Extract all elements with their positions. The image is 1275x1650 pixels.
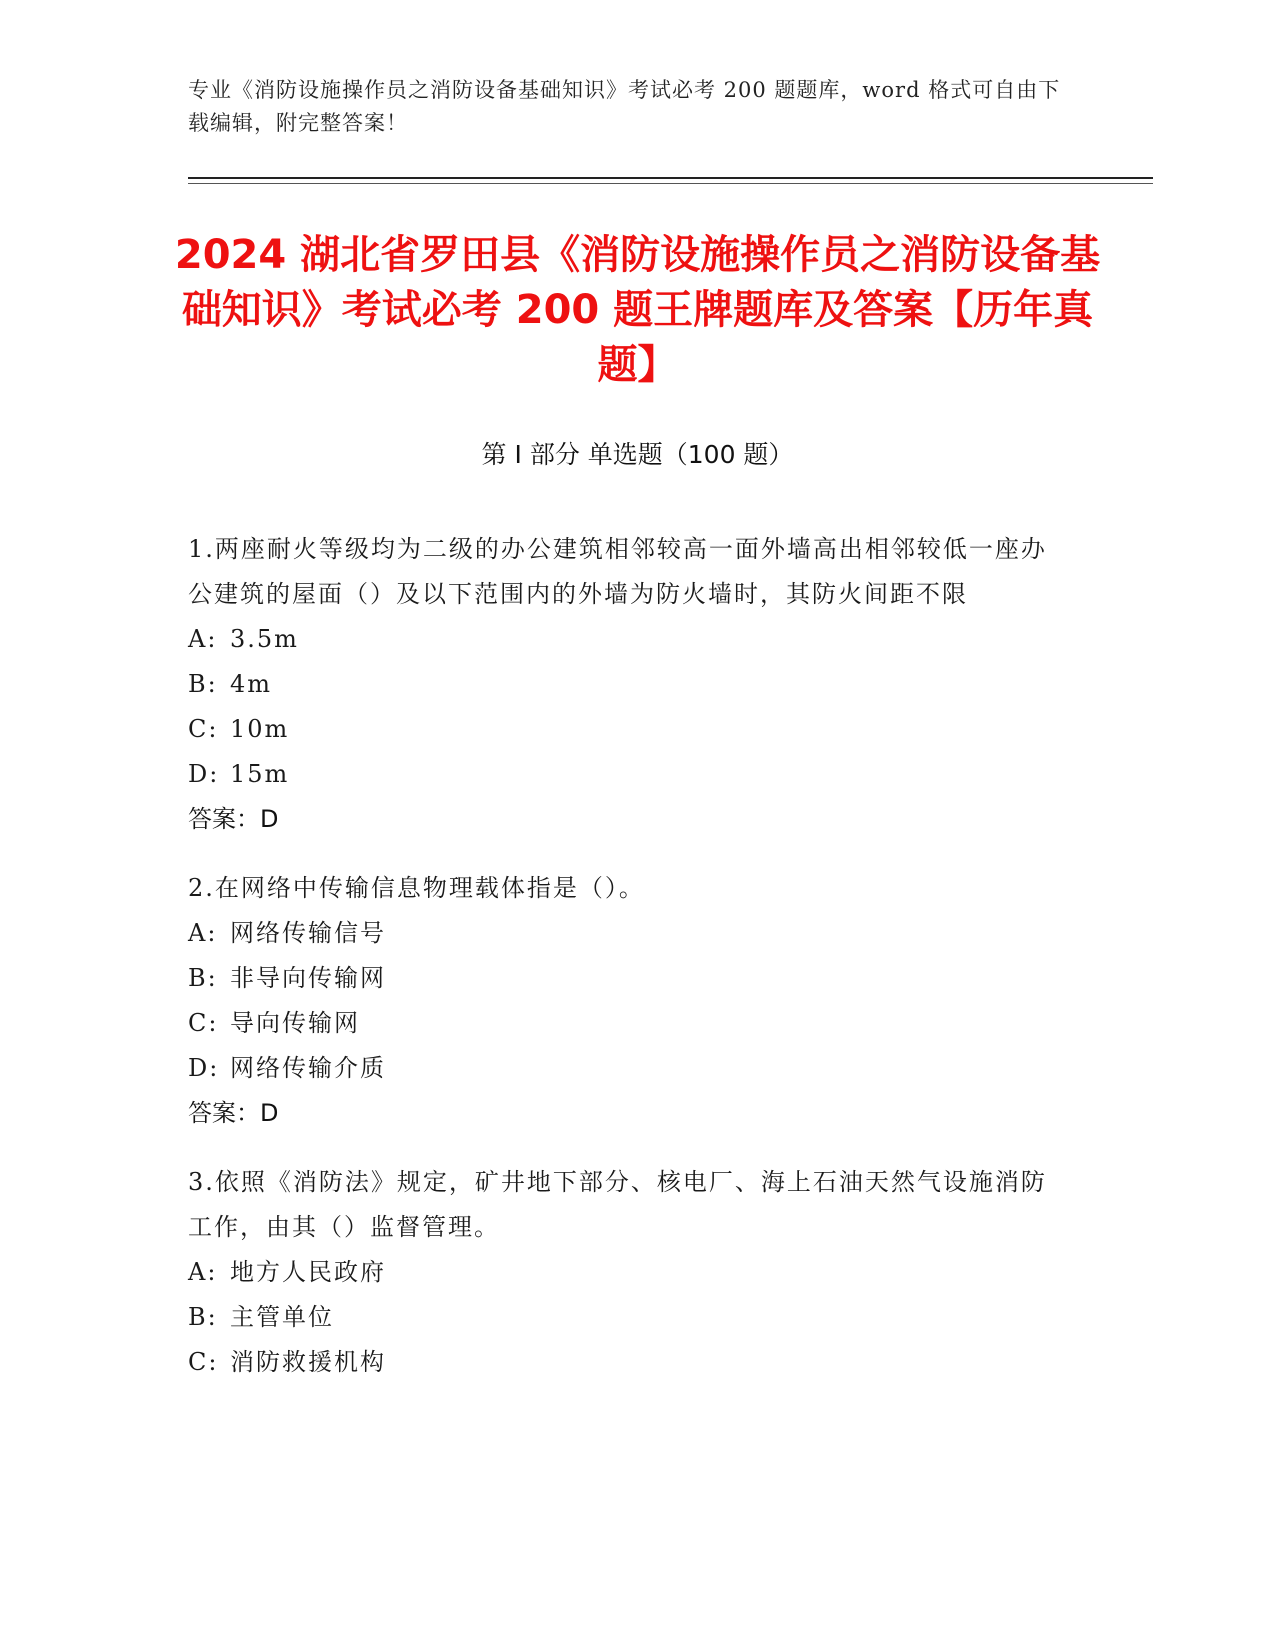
option-letter: D: [188, 1054, 220, 1082]
question-stem: 2.在网络中传输信息物理载体指是（）。 [188, 874, 645, 902]
option-text: 网络传输信号 [230, 919, 386, 947]
option-a [188, 911, 1068, 956]
document-title: 2024 湖北省罗田县《消防设施操作员之消防设备基础知识》考试必考 200 题王牌题库及答案【历年真题】 [174, 232, 1101, 388]
option-letter: B: [188, 670, 218, 698]
option-letter: A: [188, 625, 218, 653]
option-text: 消防救援机构 [230, 1348, 386, 1376]
header-divider-thick [188, 177, 1153, 179]
option-letter: B: [188, 964, 218, 992]
option-letter: C: [188, 1009, 219, 1037]
option-letter: B: [188, 1303, 218, 1331]
option-c [188, 1001, 1068, 1046]
option-letter: A: [188, 1258, 218, 1286]
section-title: 第 I 部分 单选题（100 题） [481, 440, 794, 469]
question-1 [188, 527, 1068, 842]
option-text: 4m [230, 670, 273, 698]
option-text: 地方人民政府 [230, 1258, 386, 1286]
question-stem: 1.两座耐火等级均为二级的办公建筑相邻较高一面外墙高出相邻较低一座办公建筑的屋面（）及以下范围内的外墙为防火墙时，其防火间距不限 [188, 535, 1047, 608]
question-list [188, 527, 1068, 1409]
option-letter: C: [188, 1348, 219, 1376]
option-text: 3.5m [230, 625, 299, 653]
option-b [188, 1295, 1068, 1340]
option-text: 15m [230, 760, 290, 788]
question-stem: 3.依照《消防法》规定，矿井地下部分、核电厂、海上石油天然气设施消防工作，由其（）监督管理。 [188, 1168, 1047, 1241]
option-letter: C: [188, 715, 219, 743]
option-a [188, 617, 1068, 662]
option-letter: D: [188, 760, 220, 788]
option-text: 主管单位 [230, 1303, 334, 1331]
option-b [188, 956, 1068, 1001]
option-b [188, 662, 1068, 707]
answer-line: 答案：D [188, 805, 279, 833]
option-text: 导向传输网 [230, 1009, 360, 1037]
option-d [188, 1046, 1068, 1091]
option-c [188, 707, 1068, 752]
option-c [188, 1340, 1068, 1385]
question-2 [188, 866, 1068, 1136]
option-text: 网络传输介质 [230, 1054, 386, 1082]
option-text: 非导向传输网 [230, 964, 386, 992]
option-letter: A: [188, 919, 218, 947]
header-note: 专业《消防设施操作员之消防设备基础知识》考试必考 200 题题库，word 格式可自由下载编辑，附完整答案！ [188, 78, 1061, 135]
option-d [188, 752, 1068, 797]
header-divider-thin [188, 183, 1153, 184]
question-3 [188, 1160, 1068, 1385]
option-a [188, 1250, 1068, 1295]
option-text: 10m [230, 715, 290, 743]
answer-line: 答案：D [188, 1099, 279, 1127]
